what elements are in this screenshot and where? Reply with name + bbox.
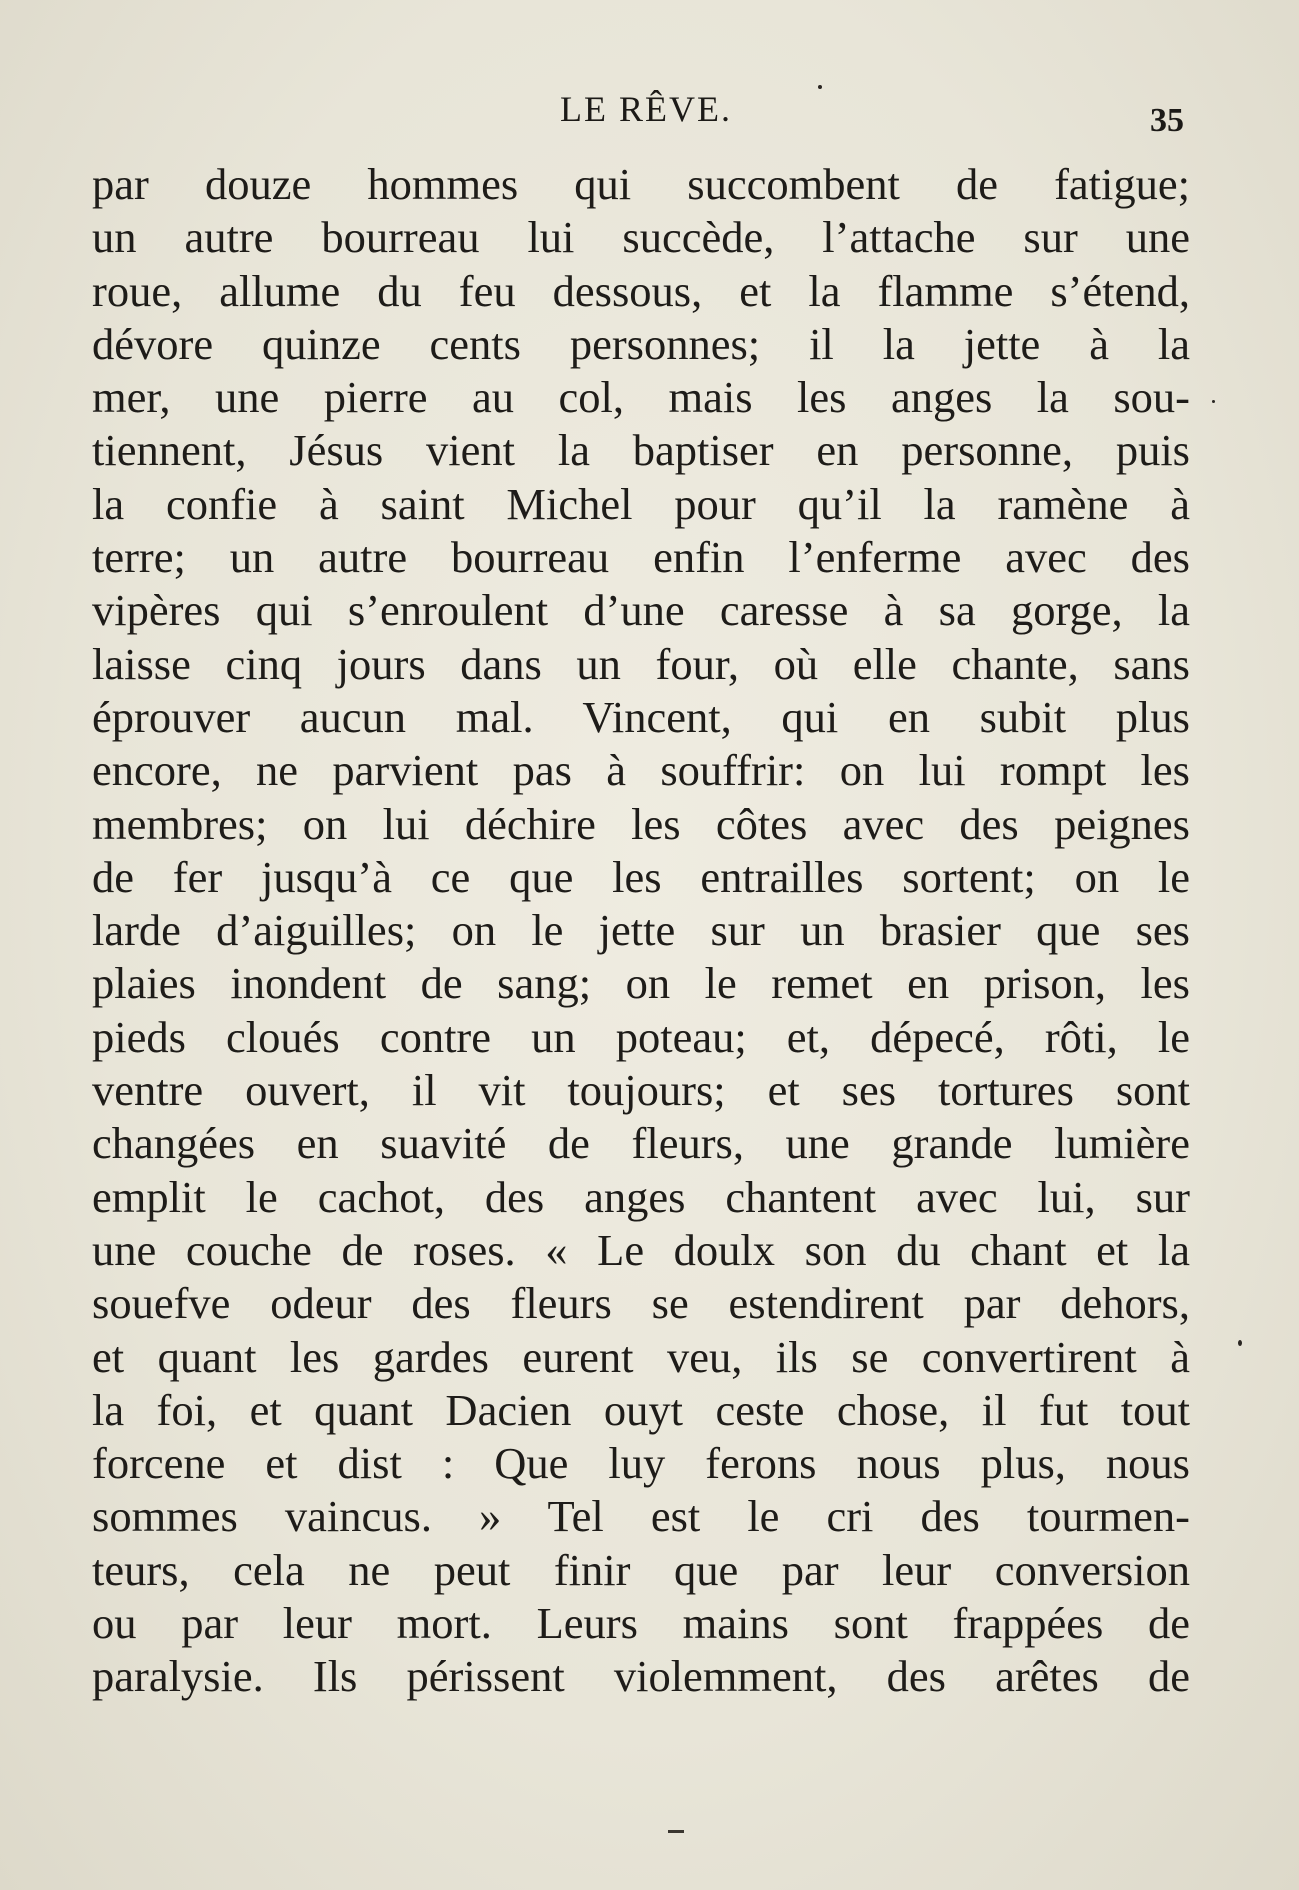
text-line: emplit le cachot, des anges chantent avec lui, sur — [92, 1171, 1190, 1222]
text-line: larde d’aiguilles; on le jette sur un brasier que ses — [92, 905, 1190, 956]
text-line: encore, ne parvient pas à souffrir: on lui rompt les — [92, 745, 1190, 796]
printer-mark — [668, 1830, 684, 1833]
text-line: la confie à saint Michel pour qu’il la ramène à — [92, 478, 1190, 529]
text-line: ou par leur mort. Leurs mains sont frappées de — [92, 1598, 1190, 1649]
text-line: et quant les gardes eurent veu, ils se convertirent à — [92, 1331, 1190, 1382]
paper-speck — [1238, 1340, 1242, 1346]
text-line: vipères qui s’enroulent d’une caresse à sa gorge, la — [92, 585, 1190, 636]
text-line: teurs, cela ne peut finir que par leur conversion — [92, 1544, 1190, 1595]
text-line: changées en suavité de fleurs, une grande lumière — [92, 1118, 1190, 1169]
text-line: de fer jusqu’à ce que les entrailles sortent; on le — [92, 851, 1190, 902]
page-number: 35 — [1150, 102, 1184, 139]
text-line: un autre bourreau lui succède, l’attache sur une — [92, 212, 1190, 263]
text-line: dévore quinze cents personnes; il la jette à la — [92, 318, 1190, 369]
text-line: tiennent, Jésus vient la baptiser en personne, puis — [92, 425, 1190, 476]
text-line: une couche de roses. « Le doulx son du chant et la — [92, 1224, 1190, 1275]
text-line: la foi, et quant Dacien ouyt ceste chose, il fut tout — [92, 1384, 1190, 1435]
text-line: plaies inondent de sang; on le remet en prison, les — [92, 958, 1190, 1009]
text-line: forcene et dist : Que luy ferons nous plus, nous — [92, 1438, 1190, 1489]
text-line: mer, une pierre au col, mais les anges la sou- — [92, 372, 1190, 423]
text-line: terre; un autre bourreau enfin l’enferme avec des — [92, 532, 1190, 583]
body-text — [92, 158, 1190, 1704]
text-line: sommes vaincus. » Tel est le cri des tourmen- — [92, 1491, 1190, 1542]
text-line: ventre ouvert, il vit toujours; et ses tortures sont — [92, 1065, 1190, 1116]
text-line: éprouver aucun mal. Vincent, qui en subit plus — [92, 691, 1190, 742]
text-line: pieds cloués contre un poteau; et, dépecé, rôti, le — [92, 1011, 1190, 1062]
text-line: laisse cinq jours dans un four, où elle chante, sans — [92, 638, 1190, 689]
text-line: souefve odeur des fleurs se estendirent par dehors, — [92, 1278, 1190, 1329]
text-line: par douze hommes qui succombent de fatigue; — [92, 159, 1190, 209]
text-line: roue, allume du feu dessous, et la flamme s’étend, — [92, 265, 1190, 316]
text-line: membres; on lui déchire les côtes avec des peignes — [92, 798, 1190, 849]
paper-speck — [1212, 400, 1215, 403]
running-header — [0, 88, 1299, 138]
paper-speck — [818, 85, 822, 89]
running-title: LE RÊVE. — [560, 89, 732, 129]
text-line: paralysie. Ils périssent violemment, des arêtes de — [92, 1651, 1190, 1702]
